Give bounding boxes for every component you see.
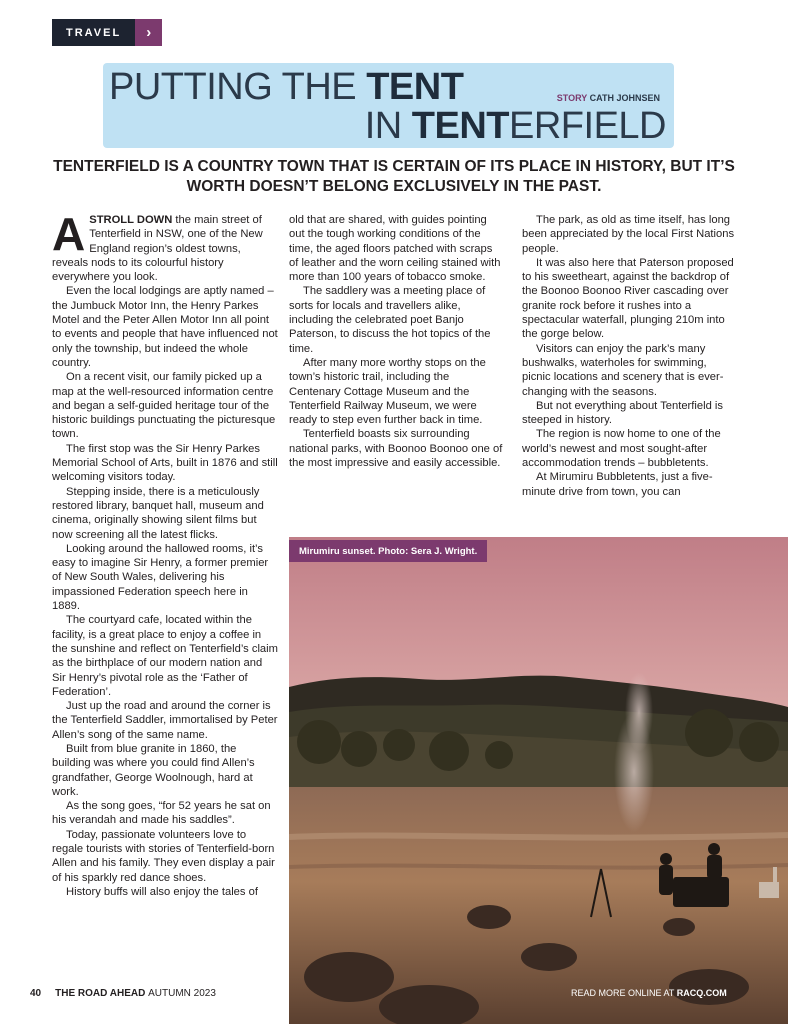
paragraph: The first stop was the Sir Henry Parkes Memorial School of Arts, built in 1876 and still welcoming visitors today. [52,442,278,484]
paragraph: The park, as old as time itself, has long been appreciated by the local First Nations people. [522,214,735,255]
article-column-3 [522,213,736,499]
byline-label: STORY [556,93,588,103]
read-more-link[interactable]: READ MORE ONLINE AT RACQ.COM [571,988,727,998]
paragraph: Looking around the hallowed rooms, it’s easy to imagine Sir Henry, a former premier of New South Wales, delivering his impassioned Federation speech here in 1889. [52,542,269,613]
article-column-2 [289,213,503,470]
paragraph: History buffs will also enjoy the tales of [66,885,258,898]
section-tag [52,19,162,46]
headline-line-2: IN TENTERFIELD [364,105,666,147]
paragraph: Stepping inside, there is a meticulously restored library, banquet hall, museum and cinema, originally showing silent films but now screening all the latest flicks. [52,485,264,541]
paragraph: It was also here that Paterson proposed to his sweetheart, against the backdrop of the Boonoo Boonoo River cascading over granite rock before it rushes into a spectacular waterfall, plunging 210m into the gorge below. [522,256,734,341]
paragraph: The courtyard cafe, located within the facility, is a great place to enjoy a coffee in the sunshine and reflect on Tenterfield’s claim as the birthplace of our modern nation and Sir Henry’s pivotal role as the ‘Father of Federation’. [52,614,278,698]
chevron-right-icon[interactable]: › [135,19,162,46]
sunset-photo [289,537,788,1024]
paragraph: At Mirumiru Bubbletents, just a five-minute drive from town, you can [522,471,713,498]
byline-author: CATH JOHNSEN [589,93,660,103]
headline-line-1: PUTTING THE TENT [109,66,464,108]
paragraph: The saddlery was a meeting place of sorts for locals and travellers alike, including the celebrated poet Banjo Paterson, to discuss the hot topics of the time. [289,285,491,355]
paragraph: But not everything about Tenterfield is steeped in history. [522,399,723,427]
paragraph: Even the local lodgings are aptly named – the Jumbuck Motor Inn, the Henry Parkes Motel and the Peter Allen Motor Inn all point to events and people that have influenced not only the township, but indeed the whole country. [52,285,278,369]
drop-cap: A [52,208,86,260]
page-footer [30,988,216,999]
paragraph: old that are shared, with guides pointing out the tough working conditions of the time, the aged floors patched with scraps of leather and the worn ceiling stained with more than 100 years of tobacco smoke. [289,214,501,284]
photo-caption: Mirumiru sunset. Photo: Sera J. Wright. [289,540,487,562]
paragraph: After many more worthy stops on the town’s historic trail, including the Centenary Cottage Museum and the Tenterfield Railway Museum, we were ready to step even further back in time. [289,356,486,427]
lead-in: STROLL DOWN [89,214,173,226]
paragraph: The region is now home to one of the world’s newest and most sought-after accommodation trends – bubbletents. [522,428,721,470]
byline [557,93,660,103]
publication-name: THE ROAD AHEAD [55,988,146,999]
paragraph: Tenterfield boasts six surrounding national parks, with Boonoo Boonoo one of the most impressive and easily accessible. [289,428,503,470]
site-url[interactable]: RACQ.COM [676,988,727,998]
page-number: 40 [30,988,42,999]
paragraph: As the song goes, “for 52 years he sat on his verandah and made his saddles”. [52,800,271,827]
paragraph: Visitors can enjoy the park’s many bushwalks, waterholes for swimming, picnic locations and scenery that is ever-changing with the seasons. [522,342,724,398]
paragraph: On a recent visit, our family picked up a map at the well-resourced information centre and began a self-guided heritage tour of the historic buildings punctuating the picturesque town. [52,371,276,441]
paragraph: Today, passionate volunteers love to regale tourists with stories of Tenterfield-born Allen and his family. They even display a pair of his sparkly red dance shoes. [52,828,275,884]
section-label: TRAVEL [52,19,135,46]
issue-date: AUTUMN 2023 [148,988,216,999]
headline-box [103,63,674,148]
standfirst: TENTERFIELD IS A COUNTRY TOWN THAT IS CERTAIN OF ITS PLACE IN HISTORY, BUT IT’S WORTH DOESN’T BELONG EXCLUSIVELY IN THE PAST. [53,158,735,195]
article-column-1 [52,208,278,899]
paragraph: Just up the road and around the corner is the Tenterfield Saddler, immortalised by Peter Allen’s song of the same name. [52,700,278,741]
first-paragraph: ASTROLL DOWN the main street of Tenterfield in NSW, one of the New England region’s oldest towns, reveals nods to its colourful history everywhere you look. [52,208,263,284]
paragraph: Built from blue granite in 1860, the building was where you could find Allen’s grandfather, George Woolnough, hard at work. [52,742,255,798]
